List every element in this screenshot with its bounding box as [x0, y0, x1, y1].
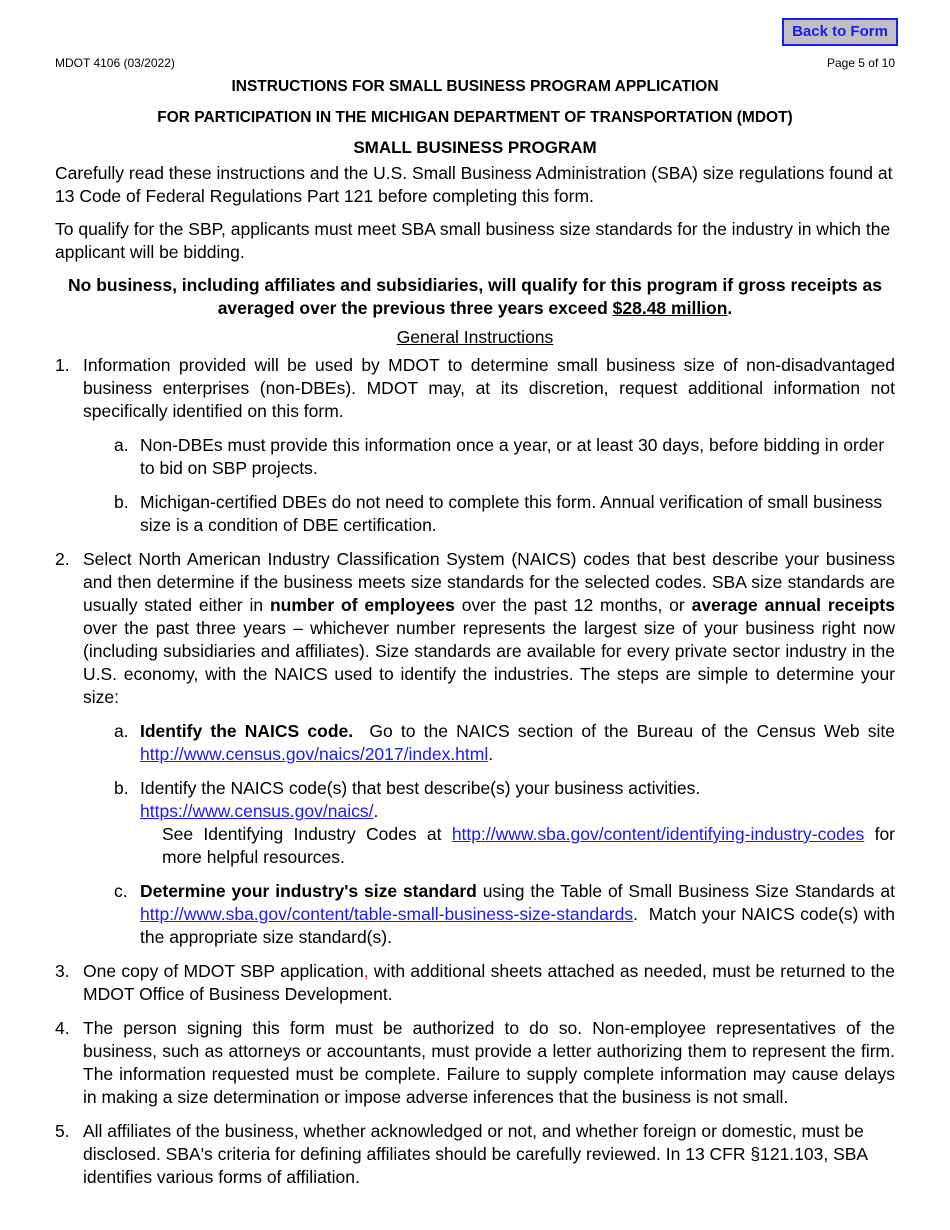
page-number: Page 5 of 10	[826, 56, 895, 70]
sub-item-letter: b.	[114, 492, 129, 512]
sub-item	[114, 491, 895, 537]
text-segment: Identify the NAICS code(s) that best describe(s) your business activities.	[140, 778, 701, 798]
sub-item-letter: c.	[114, 881, 128, 901]
text-segment: ,	[363, 961, 369, 981]
bold-segment: average annual receipts	[691, 595, 895, 615]
item-number: 5.	[55, 1121, 70, 1141]
text-segment: with additional sheets attached as needed, must be returned to the MDOT Office of Business Development.	[83, 961, 895, 1004]
item-text: Information provided will be used by MDOT to determine small business size of non-disadvantaged business enterprises (non-DBEs). MDOT may, at its discretion, request additional information not specifically identified on this form.	[83, 355, 895, 421]
sub-item	[114, 880, 900, 949]
see-also-note	[162, 823, 895, 869]
list-item	[55, 1017, 895, 1109]
back-to-form-button[interactable]: Back to Form	[782, 18, 898, 46]
item-number: 3.	[55, 961, 70, 981]
sub-item-text	[140, 720, 900, 766]
text-segment: Select North American Industry Classification System (NAICS) codes that best describe your business and then determine if the business meets size standards for the selected codes. SBA size standards are usually stated either in	[83, 549, 895, 615]
bold-segment: number of employees	[269, 595, 455, 615]
warning-text: No business, including affiliates and subsidiaries, will qualify for this program if gross receipts as averaged over the previous three years exceed	[68, 275, 882, 318]
title-line-2: FOR PARTICIPATION IN THE MICHIGAN DEPARTMENT OF TRANSPORTATION (MDOT)	[157, 109, 793, 126]
text-segment: One copy of MDOT SBP application	[83, 961, 364, 981]
sub-item-letter: a.	[114, 435, 129, 455]
item-text: The person signing this form must be authorized to do so. Non-employee representatives of the business, such as attorneys or accountants, must provide a letter authorizing them to represent the firm. The information requested must be complete. Failure to supply complete information may cause delays in making a size determination or impose adverse inferences that the business is not small.	[83, 1018, 895, 1107]
bold-segment: Identify the NAICS code.	[140, 721, 354, 741]
text-segment: over the past three years – whichever number represents the largest size of your business right now (including subsidiaries and affiliates). Size standards are available for every private sector industry in the U.S. economy, with the NAICS used to identify the industries. The steps are simple to determine your size:	[83, 618, 895, 707]
title-line-1: INSTRUCTIONS FOR SMALL BUSINESS PROGRAM APPLICATION	[231, 78, 719, 95]
item-number: 1.	[55, 355, 70, 375]
item-text	[83, 960, 895, 1006]
title-line-3: SMALL BUSINESS PROGRAM	[353, 138, 597, 157]
intro-paragraph: To qualify for the SBP, applicants must meet SBA small business size standards for the industry in which the applicant will be bidding.	[55, 219, 891, 262]
list-item	[55, 960, 895, 1006]
sub-item-text: Michigan-certified DBEs do not need to complete this form. Annual verification of small business size is a condition of DBE certification.	[140, 492, 883, 535]
sub-item	[114, 777, 895, 869]
list-item	[55, 354, 895, 423]
list-item	[55, 548, 895, 709]
warning-end: .	[727, 298, 733, 318]
census-naics-link[interactable]: https://www.census.gov/naics/	[140, 801, 374, 821]
sub-item-text: Non-DBEs must provide this information once a year, or at least 30 days, before bidding in order to bid on SBP projects.	[140, 435, 885, 478]
sub-item	[114, 720, 900, 766]
form-id: MDOT 4106 (03/2022)	[55, 56, 175, 70]
census-naics-2017-link[interactable]: http://www.census.gov/naics/2017/index.html	[140, 744, 489, 764]
general-instructions-heading: General Instructions	[396, 327, 554, 347]
text-segment: using the Table of Small Business Size Standards at	[476, 881, 895, 901]
sub-item-letter: b.	[114, 778, 129, 798]
sba-size-standards-link[interactable]: http://www.sba.gov/content/table-small-business-size-standards	[140, 904, 634, 924]
warning-amount: $28.48 million	[612, 298, 728, 318]
document-page	[55, 78, 900, 1200]
text-segment: See Identifying Industry Codes at	[162, 824, 452, 844]
item-text	[83, 548, 895, 709]
text-segment: .	[373, 801, 379, 821]
item-number: 2.	[55, 549, 70, 569]
sub-item-letter: a.	[114, 721, 129, 741]
text-segment: for more helpful resources.	[162, 824, 895, 867]
bold-segment: Determine your industry's size standard	[140, 881, 477, 901]
list-item	[55, 1120, 895, 1189]
text-segment: .	[488, 744, 494, 764]
text-segment: . Match your NAICS code(s) with the appropriate size standard(s).	[140, 904, 900, 947]
sub-item	[114, 434, 895, 480]
item-number: 4.	[55, 1018, 70, 1038]
intro-paragraph: Carefully read these instructions and the U.S. Small Business Administration (SBA) size regulations found at 13 Code of Federal Regulations Part 121 before completing this form.	[55, 163, 893, 206]
eligibility-warning	[55, 274, 895, 320]
sub-item-text	[140, 880, 900, 949]
text-segment: Go to the NAICS section of the Bureau of the Census Web site	[353, 721, 900, 741]
sba-identifying-codes-link[interactable]: http://www.sba.gov/content/identifying-industry-codes	[451, 824, 865, 844]
sub-item-text	[140, 777, 895, 869]
item-text: All affiliates of the business, whether acknowledged or not, and whether foreign or domestic, must be disclosed. SBA's criteria for defining affiliates should be carefully reviewed. In 13 CFR §121.103, SBA identifies various forms of affiliation.	[83, 1121, 868, 1187]
text-segment: over the past 12 months, or	[454, 595, 692, 615]
